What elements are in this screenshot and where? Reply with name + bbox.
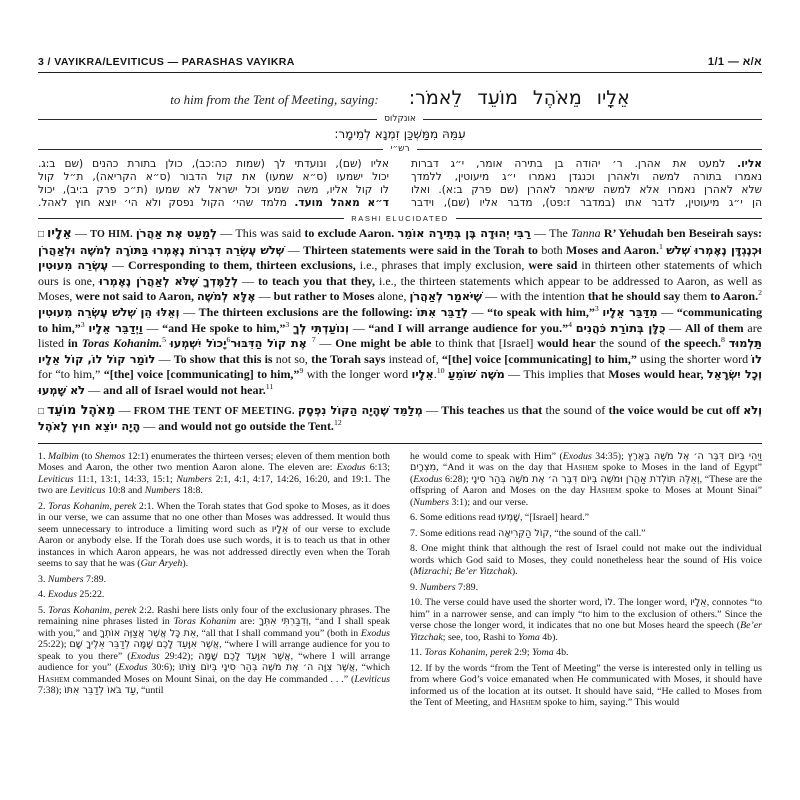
onkelos-label: אונקלוס bbox=[384, 114, 416, 124]
text-segment: i.e., phrases that imply exclusion, bbox=[359, 258, 529, 273]
text-segment: 2:9; bbox=[514, 647, 533, 659]
text-segment: , “which bbox=[355, 662, 390, 674]
rashi-divider bbox=[38, 145, 762, 154]
text-segment: and would not go outside the Tent. bbox=[158, 419, 334, 434]
hebrew-phrase: שֶׁיֹּאמַר לְאַהֲרֹן bbox=[409, 290, 483, 304]
text-segment: i.e., the thirteen statements which appear to be addressed to Aaron, as well as Moses, bbox=[38, 273, 763, 304]
text-segment: spoke to Moses in the land of Egypt” ( bbox=[410, 462, 762, 485]
text-segment: that he should say bbox=[587, 289, 684, 304]
footnote bbox=[38, 574, 390, 586]
text-segment: All of them bbox=[684, 320, 748, 335]
text-segment: ). bbox=[182, 558, 189, 570]
hebrew-phrase: לְלַמֶּדְךָ שֶׁלֹּא לְאַהֲרֹן נֶאֶמְרוּ bbox=[98, 274, 239, 288]
text-segment: of our verse to exclude Aaron or anybody else. If the Torah does use such words, it is to teach us that in other instances in which Aaron appears, he was not addressed directly even when the Torah seems to say that he was ( bbox=[38, 523, 390, 570]
text-segment: Exodus bbox=[562, 450, 596, 462]
text-segment: Toras Kohanim, perek bbox=[48, 604, 140, 616]
footnotes-section bbox=[38, 451, 762, 713]
text-segment: To show that this is bbox=[173, 351, 276, 366]
text-segment: 6:13; bbox=[369, 462, 390, 474]
text-segment: — This was said bbox=[217, 226, 305, 240]
text-segment: “and I will arrange audience for you.” bbox=[368, 320, 569, 335]
footnote bbox=[410, 647, 762, 659]
hebrew-phrase: אֶת קוֹל הַדִּבּוּר bbox=[230, 337, 312, 351]
text-segment: “to speak with him,” bbox=[487, 304, 595, 319]
footnote-number: 1. bbox=[38, 450, 48, 462]
text-segment: The verse could have used the shorter word, bbox=[425, 597, 605, 609]
footnote-number: 11. bbox=[410, 647, 425, 659]
text-segment: Yoma bbox=[532, 647, 557, 659]
footnote-number: 4. bbox=[38, 589, 48, 601]
footnote bbox=[38, 605, 390, 697]
text-segment: , connotes “to him” in a narrower sense, and can imply “to him to the exclusion of others.” Since the verse chose the longer word, it indicates that no one but Moses heard the speech ( bbox=[410, 597, 763, 632]
footnote bbox=[410, 582, 762, 594]
text-segment: 6 bbox=[226, 335, 231, 345]
hebrew-phrase: וְאֵלּוּ הֵן שְׁלֹשׁ עֶשְׂרֵה מִעוּטִין bbox=[38, 305, 180, 319]
rashi-line bbox=[38, 158, 389, 171]
hebrew-phrase: אֵלָיו bbox=[271, 523, 289, 535]
footnote bbox=[410, 597, 762, 643]
text-segment: Hashem bbox=[589, 485, 622, 497]
hebrew-phrase: לוֹ bbox=[751, 352, 762, 366]
footnote-number: 12. bbox=[410, 662, 426, 674]
hebrew-phrase: וְדִבַּרְתִּי אִתְּךָ bbox=[258, 616, 309, 628]
text-segment: , “where I will arrange audience for you to speak to you there” ( bbox=[38, 639, 390, 662]
text-segment: Numbers bbox=[419, 581, 459, 593]
footnote bbox=[38, 501, 390, 570]
hebrew-phrase: אֲשֶׁר אִוָּעֵד לָכֶם שָׁמָּה bbox=[198, 650, 291, 662]
text-segment: and all of Israel would not hear. bbox=[103, 382, 266, 397]
text-segment: יכול ישמעו (ס״א שמעו) את קול הדבור (ס״א הקריאה), ת״ל קול bbox=[38, 171, 389, 183]
text-segment: — bbox=[155, 351, 174, 366]
text-segment: — The bbox=[530, 226, 572, 240]
text-segment: 2:1, 4:1, 4:17, 14:26, 16:20, and 19:1. The two are bbox=[38, 473, 390, 497]
text-segment: Toras Kohanim, perek bbox=[48, 500, 139, 512]
text-segment: spoke to Moses at Mount Sinai” ( bbox=[410, 485, 763, 508]
divider-line bbox=[417, 149, 762, 150]
footnote-number: 3. bbox=[38, 573, 48, 585]
text-segment: 10:8 and bbox=[107, 485, 145, 497]
text-segment: Exodus bbox=[130, 650, 165, 662]
text-segment: Numbers bbox=[413, 496, 452, 508]
footnote-number: 6. bbox=[410, 512, 420, 524]
text-segment: 18:8. bbox=[182, 485, 203, 497]
text-segment: — bbox=[238, 273, 259, 288]
verse-line bbox=[38, 87, 762, 109]
hebrew-phrase: וַיְדַבֵּר אֵלָיו bbox=[88, 321, 143, 335]
text-segment: Hashem bbox=[38, 673, 70, 685]
text-segment: אליו (שם), ונועדתי לך (שמות כה:כב), כולן בתורת כהנים (שם ב:ג. bbox=[38, 158, 389, 170]
rashi-label: רש״י bbox=[390, 144, 410, 154]
text-segment: to exclude Aaron. bbox=[304, 226, 398, 240]
text-segment: Exodus bbox=[47, 589, 80, 601]
text-segment: Some editions read bbox=[419, 527, 499, 539]
text-segment: — bbox=[255, 289, 274, 304]
text-segment: אליו. bbox=[737, 158, 762, 170]
hebrew-phrase: מְלַמֵּד שֶׁהָיָה הַקּוֹל נִפְסָק bbox=[297, 403, 423, 417]
text-segment: are: bbox=[240, 616, 259, 628]
hebrew-phrase: אֲשֶׁר צִוָּה ה׳ אֶת מֹשֶׁה בְּהַר סִינָי בְּיוֹם צַוֹּתוֹ bbox=[178, 662, 356, 674]
text-segment: מלמד שהי׳ הקול נפסק ולא הי׳ יוצא חוץ לאהל. bbox=[38, 197, 295, 209]
text-segment: Be’er Yitzchak bbox=[410, 620, 762, 643]
rashi-hebrew-commentary bbox=[38, 158, 762, 210]
text-segment: , “until bbox=[136, 685, 164, 697]
footnote-number: 9. bbox=[410, 581, 420, 593]
text-segment: 1 bbox=[658, 241, 663, 251]
hebrew-phrase: מֹשֶׁה שׁוֹמֵעַ bbox=[447, 368, 505, 382]
rashi-elucidated-divider bbox=[38, 214, 762, 223]
text-segment: One might think that although the rest of Israel could not make out the individual words which God said to Moses, they could nonetheless hear the sound of His voice ( bbox=[410, 543, 763, 578]
text-segment: the speech. bbox=[664, 336, 722, 351]
text-segment: Malbim bbox=[48, 450, 82, 462]
footnote bbox=[38, 451, 390, 497]
hebrew-phrase: אֵלָיו bbox=[411, 368, 434, 382]
hebrew-phrase: קוֹל הַקְּרִיאָה bbox=[498, 527, 550, 539]
text-segment: — bbox=[108, 258, 128, 273]
text-segment: — bbox=[422, 402, 442, 417]
text-segment: Tanna bbox=[571, 226, 604, 240]
text-segment: Numbers bbox=[47, 573, 87, 585]
text-segment: 3 bbox=[594, 303, 599, 313]
text-segment: 25:22. bbox=[79, 589, 105, 601]
text-segment: the sound of bbox=[599, 336, 665, 351]
hebrew-phrase: וְלֹא הָיָה יוֹצֵא חוּץ לָאֹהֶל bbox=[38, 403, 763, 434]
text-segment: the sound of bbox=[545, 402, 609, 417]
divider-line bbox=[38, 119, 377, 120]
footnote-number: 5. bbox=[38, 604, 49, 616]
rashi-column-right bbox=[411, 158, 762, 210]
text-segment: — bbox=[142, 320, 163, 335]
text-segment: 34:35); bbox=[595, 450, 628, 462]
text-segment: ). bbox=[511, 566, 518, 578]
text-segment: 3:1); and our verse. bbox=[451, 496, 529, 508]
hebrew-phrase: אֵלָיו bbox=[46, 225, 72, 240]
text-segment: למעט את אהרן. ר׳ יהודה בן בתירה אומר, י״ג דברות bbox=[411, 158, 738, 170]
text-segment: Leviticus bbox=[354, 673, 390, 685]
hebrew-phrase: לוֹ bbox=[604, 597, 613, 609]
footnote-number: 10. bbox=[410, 597, 426, 609]
text-segment: FROM THE TENT OF MEETING. bbox=[133, 405, 298, 417]
text-segment: , “[Israel] heard.” bbox=[519, 512, 590, 524]
text-segment: for “to him,” bbox=[38, 367, 104, 382]
footnotes-column-left bbox=[38, 451, 390, 713]
text-segment: Toras Kohanim. bbox=[81, 336, 163, 351]
text-segment: would hear bbox=[537, 336, 600, 351]
text-segment: in thirteen other statements of which ours is one, bbox=[38, 258, 762, 288]
page-header bbox=[38, 56, 762, 73]
text-segment: □ bbox=[38, 405, 47, 417]
text-segment: — bbox=[315, 336, 336, 351]
hebrew-phrase: כֻּלָּן בְּתוֹרַת כֹּהֲנִים bbox=[575, 321, 666, 335]
text-segment: הן י״ג מיעוטין, לדבר אתו (במדבר ז:פט), מדבר אליו (שם), וידבר bbox=[411, 197, 762, 209]
text-segment: 7:89. bbox=[86, 573, 107, 585]
hebrew-phrase: לְמַעֵט אֶת אַהֲרֹן bbox=[135, 227, 217, 240]
rashi-line bbox=[411, 171, 762, 184]
text-segment: — bbox=[71, 226, 91, 240]
text-segment: Corresponding to them, thirteen exclusions, bbox=[128, 258, 360, 273]
text-segment: — bbox=[349, 320, 369, 335]
footnote-number: 8. bbox=[410, 543, 422, 555]
hebrew-phrase: וְכָל יִשְׂרָאֵל לֹא שָׁמְעוּ bbox=[38, 368, 763, 397]
text-segment: לו קול אליו, משה שמע וכל ישראל לא שמעו (ת״כ פרק ב:יב), יכול bbox=[38, 184, 389, 196]
text-segment: — bbox=[657, 304, 677, 319]
text-segment: — bbox=[179, 304, 199, 319]
rashi-line bbox=[38, 197, 389, 210]
divider-line bbox=[38, 149, 383, 150]
text-segment: both bbox=[541, 242, 567, 257]
footnote bbox=[410, 663, 762, 709]
chapter-verse-reference: 1/1 — א/א bbox=[707, 56, 762, 68]
footnote-number: 2. bbox=[38, 500, 49, 512]
hebrew-phrase: מֵאֹהֶל מוֹעֵד bbox=[46, 401, 116, 417]
text-segment: 4b). bbox=[542, 631, 558, 643]
divider-line bbox=[38, 218, 344, 219]
footnote bbox=[410, 528, 762, 540]
text-segment: — bbox=[284, 242, 304, 257]
text-segment: 6:28); bbox=[444, 473, 472, 485]
rashi-elucidated-label: RASHI ELUCIDATED bbox=[351, 214, 449, 223]
text-segment: using the shorter word bbox=[640, 351, 752, 366]
text-segment: 12 bbox=[333, 418, 342, 428]
hebrew-phrase: יָכוֹל יִשְׁמְעוּ bbox=[169, 337, 227, 351]
text-segment: Exodus bbox=[336, 462, 370, 474]
text-segment: “[the] voice [communicating] to him,” bbox=[103, 367, 300, 382]
footnotes-column-right bbox=[410, 451, 762, 713]
text-segment: . The longer word, bbox=[612, 597, 691, 609]
text-segment: 7:89. bbox=[458, 581, 479, 593]
text-segment: 29:42); bbox=[164, 650, 199, 662]
text-segment: שלא לאהרן נאמרו אלא למשה שיאמר לאהרן (שם פרק ב:א). ואלו bbox=[411, 184, 762, 196]
text-segment: 8 bbox=[721, 335, 725, 345]
verse-translation: to him from the Tent of Meeting, saying: bbox=[170, 92, 379, 107]
text-segment: spoke to him, saying.” This would bbox=[541, 697, 680, 709]
text-segment: commanded Moses on Mount Sinai, on the day He commanded . . .” ( bbox=[69, 673, 355, 685]
hebrew-phrase: שְׁלֹשׁ עֶשְׂרֵה דִבְּרוֹת נֶאֶמְרוּ בַּתּוֹרָה לְמֹשֶׁה וּלְאַהֲרֹן bbox=[38, 243, 285, 257]
hebrew-phrase: וְנוֹעַדְתִּי לְךָ bbox=[292, 321, 349, 335]
text-segment: — bbox=[140, 419, 159, 434]
text-segment: Some editions read bbox=[419, 512, 499, 524]
text-segment: “and He spoke to him,” bbox=[162, 320, 286, 335]
text-segment: 11:1, 13:1, 14:33, 15:1; bbox=[77, 473, 177, 485]
text-segment: — bbox=[467, 304, 488, 319]
text-segment: Mizrachi; Be’er Yitzchak bbox=[413, 566, 512, 578]
text-segment: 25:22); bbox=[38, 639, 70, 651]
text-segment: to teach you that they, bbox=[258, 273, 379, 288]
text-segment: 2:1. When the Torah states that God spoke to Moses, as it does in our verse, we can assume that no one other than Moses was addressed. It would thus seem unnecessary to introduce a limiting word such as bbox=[38, 500, 391, 535]
text-segment: 7:38); bbox=[38, 685, 65, 697]
text-segment: Hashem bbox=[509, 697, 542, 709]
text-segment: Numbers bbox=[176, 473, 216, 485]
text-segment: 2:2. Rashi here lists only four of the exclusionary phrases. The remaining nine phrases listed in bbox=[38, 604, 391, 628]
text-segment: TO HIM. bbox=[90, 229, 136, 240]
text-segment: the voice would be cut off bbox=[608, 402, 744, 417]
text-segment: Exodus bbox=[413, 473, 445, 485]
hebrew-phrase: אֶלָּא לְמֹשֶׁה bbox=[197, 290, 256, 304]
text-segment: were not said to Aaron, bbox=[75, 289, 198, 304]
text-segment: . bbox=[433, 367, 437, 382]
text-segment: The thirteen exclusions are the following: bbox=[198, 304, 417, 319]
divider-line bbox=[456, 218, 762, 219]
hebrew-phrase: אֵלָיו bbox=[690, 597, 707, 609]
text-segment: Leviticus bbox=[38, 473, 78, 485]
text-segment: Thirteen statements were said in the Torah to bbox=[303, 242, 542, 257]
text-segment: 3 bbox=[80, 319, 85, 329]
text-segment: , “And it was on the day that bbox=[436, 462, 567, 474]
text-segment: 7 bbox=[311, 335, 316, 345]
text-segment: , “and I shall speak with you,” and bbox=[38, 616, 390, 639]
text-segment: Moses and Aaron. bbox=[566, 242, 659, 257]
text-segment: us bbox=[507, 402, 522, 417]
text-segment: Exodus bbox=[118, 662, 152, 674]
footnote bbox=[410, 543, 762, 578]
text-segment: If by the words “from the Tent of Meeting” the verse is interested only in telling us from where God’s voice emanated when He communicated with Moses, it should have informed us of the location at its outset. It should have said, “He called to Moses from the Tent of Meeting, and bbox=[410, 662, 762, 709]
rashi-column-left bbox=[38, 158, 389, 210]
text-segment: — bbox=[115, 402, 134, 417]
text-segment: , “the sound of the call.” bbox=[549, 527, 646, 539]
footnote bbox=[38, 589, 390, 601]
text-segment: — with the intention bbox=[482, 289, 588, 304]
rashi-line bbox=[411, 197, 762, 210]
text-segment: — This implies that bbox=[504, 367, 609, 382]
text-segment: 3 bbox=[285, 319, 290, 329]
text-segment: Toras Kohanim bbox=[173, 616, 241, 628]
text-segment: that bbox=[521, 402, 546, 417]
text-segment: are listed bbox=[38, 320, 763, 351]
text-segment: (to bbox=[81, 450, 95, 462]
onkelos-divider bbox=[38, 115, 762, 124]
text-segment: 11 bbox=[265, 381, 274, 391]
hebrew-phrase: שָׁמְעוּ bbox=[498, 512, 520, 524]
hebrew-phrase: וַיְהִי בְּיוֹם דִּבֶּר ה׳ אֶל מֹשֶׁה בְּאֶרֶץ מִצְרָיִם bbox=[410, 450, 762, 474]
rashi-line bbox=[411, 158, 762, 171]
text-segment: to Aaron. bbox=[710, 289, 759, 304]
text-segment: — bbox=[85, 382, 104, 397]
text-segment: 4b. bbox=[556, 647, 569, 659]
text-segment: Gur Aryeh bbox=[140, 558, 183, 570]
rashi-line bbox=[411, 184, 762, 197]
text-segment: Yoma bbox=[518, 631, 543, 643]
elucidated-paragraph-to-him bbox=[38, 226, 762, 399]
text-segment: , “where I will arrange audience for you” ( bbox=[38, 650, 391, 674]
rashi-line bbox=[38, 171, 389, 184]
onkelos-text: עִמֵּהּ מִמַּשְׁכַּן זִמְנָא לְמֵימָר: bbox=[334, 127, 466, 141]
footnote bbox=[410, 512, 762, 524]
text-segment: ד״א מאהל מועד. bbox=[294, 197, 389, 209]
text-segment: Toras Kohanim, perek bbox=[424, 647, 515, 659]
hebrew-phrase: תַּלְמוּד לוֹמַר קוֹל לוֹ, קוֹל אֵלָיו bbox=[38, 337, 763, 366]
text-segment: but rather to Moses bbox=[273, 289, 378, 304]
divider-line bbox=[423, 119, 762, 120]
text-segment: נאמרו בתורה למשה ולאהרן וכנגדן נאמרו י״ג מיעוטין, ללמדך bbox=[411, 171, 762, 183]
text-segment: with the longer word bbox=[303, 367, 412, 382]
text-segment: R’ Yehudah ben Beseirah says: bbox=[603, 226, 762, 240]
footnotes-divider bbox=[38, 443, 762, 444]
text-segment: them bbox=[683, 289, 711, 304]
hebrew-phrase: וְאֵלֶּה תּוֹלְדֹת אַהֲרֹן וּמֹשֶׁה בְּיוֹם דִּבֶּר ה׳ אֶת מֹשֶׁה בְּהַר סִינָי bbox=[471, 473, 700, 485]
text-segment: Moses would hear, bbox=[608, 367, 707, 382]
hebrew-phrase: מִדַּבֵּר אֵלָיו bbox=[602, 305, 658, 319]
hebrew-phrase: וּכְנֶגְדָּן נֶאֶמְרוּ שְׁלֹשׁ עֶשְׂרֵה מִעוּטִין bbox=[38, 243, 763, 273]
footnote-number: 7. bbox=[410, 527, 420, 539]
text-segment: Hashem bbox=[566, 462, 599, 474]
elucidated-paragraph-tent-of-meeting bbox=[38, 403, 762, 435]
text-segment: alone, bbox=[377, 289, 410, 304]
text-segment: “communicating to him,” bbox=[38, 304, 763, 335]
text-segment: 9 bbox=[299, 366, 304, 376]
hebrew-phrase: עַד בֹּאוֹ לְדַבֵּר אִתּוֹ bbox=[64, 685, 137, 697]
text-segment: 2 bbox=[758, 288, 762, 298]
text-segment: 12:1) enumerates the thirteen verses; eleven of them mention both Moses and Aaron, the other two mention Aaron alone. The eleven are: bbox=[38, 450, 390, 474]
verse-hebrew: אֵלָיו מֵאֹהֶל מוֹעֵד לֵאמֹר: bbox=[408, 87, 630, 109]
footnote bbox=[410, 451, 762, 509]
text-segment: 10 bbox=[436, 366, 445, 376]
text-segment: Leviticus bbox=[69, 485, 108, 497]
text-segment: instead of, bbox=[388, 351, 442, 366]
text-segment: Exodus bbox=[360, 627, 390, 639]
hebrew-phrase: לְדַבֵּר אִתּוֹ bbox=[416, 305, 468, 319]
text-segment: “[the] voice [communicating] to him,” bbox=[441, 351, 640, 366]
text-segment: 4 bbox=[568, 319, 572, 329]
text-segment: ; see, too, Rashi to bbox=[442, 631, 519, 643]
text-segment: he would come to speak with Him” ( bbox=[410, 450, 563, 462]
hebrew-phrase: אֵת כָּל אֲשֶׁר אֲצַוֶּה אוֹתְךָ bbox=[99, 627, 197, 639]
text-segment: — bbox=[665, 320, 685, 335]
text-segment: 5 bbox=[162, 335, 167, 345]
text-segment: Shemos bbox=[94, 450, 128, 462]
hebrew-phrase: אֲשֶׁר אִוָּעֵד לָכֶם שָׁמָּה לְדַבֵּר אֵלֶיךָ שָׁם bbox=[69, 639, 220, 651]
text-segment: □ bbox=[38, 229, 47, 240]
text-segment: One might be able bbox=[335, 336, 436, 351]
text-segment: , “These are the offspring of Aaron and Moses on the day bbox=[410, 473, 763, 497]
rashi-elucidated-text bbox=[38, 226, 762, 435]
text-segment: 30:6); bbox=[151, 662, 179, 674]
text-segment: This teaches bbox=[441, 402, 508, 417]
text-segment: not so, bbox=[275, 351, 312, 366]
text-segment: the Torah says bbox=[311, 351, 389, 366]
hebrew-phrase: רַבִּי יְהוּדָה בֶּן בְּתֵירָה אוֹמֵר bbox=[397, 227, 531, 240]
rashi-line bbox=[38, 184, 389, 197]
text-segment: , “all that I shall command you” (both in bbox=[196, 627, 361, 639]
text-segment: in bbox=[67, 336, 82, 351]
text-segment: Numbers bbox=[144, 485, 183, 497]
page-title: 3 / VAYIKRA/LEVITICUS — PARASHAS VAYIKRA bbox=[38, 56, 295, 68]
text-segment: were said bbox=[528, 258, 582, 273]
text-segment: to think that [Israel] bbox=[435, 336, 538, 351]
